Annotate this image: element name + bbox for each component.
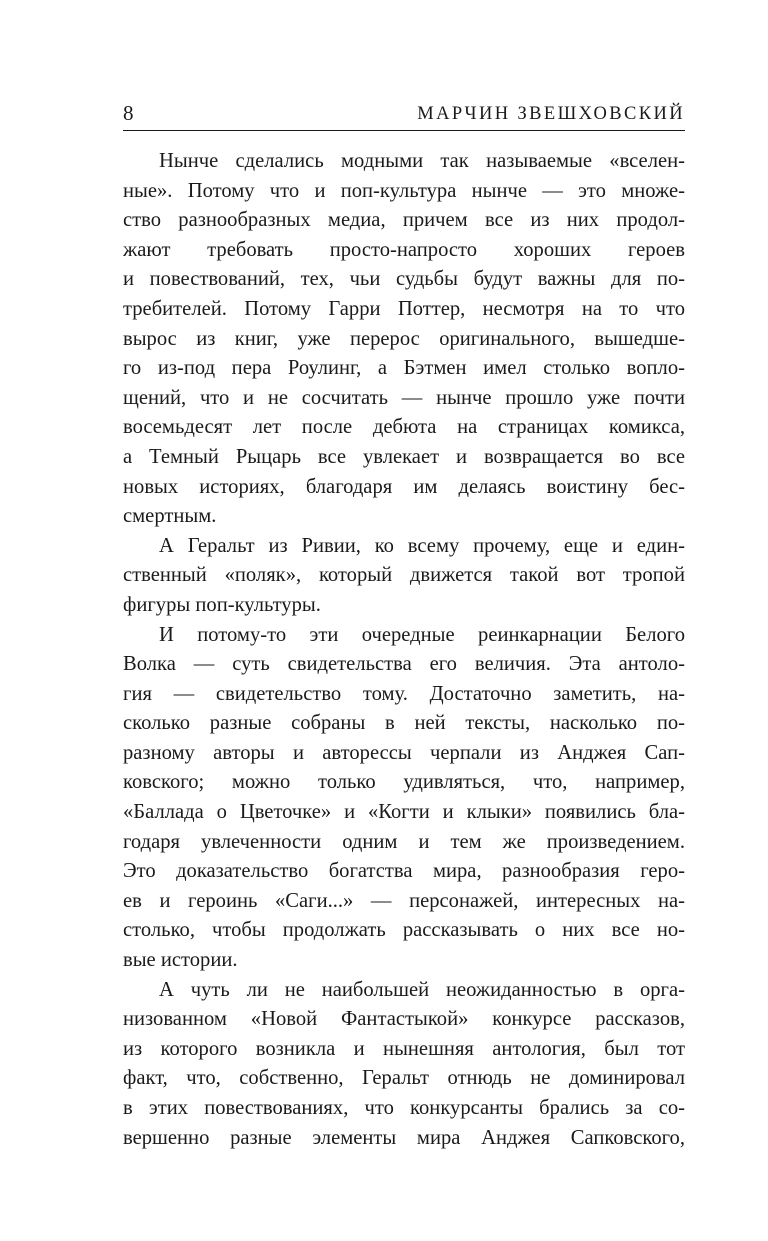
text-line: щений, что и не сосчитать — нынче прошло уже почти [123,386,685,409]
text-line: фигуры поп-культуры. [123,593,321,616]
text-line: вырос из книг, уже перерос оригинального, вышедше- [123,327,685,350]
text-line: в этих повествованиях, что конкурсанты брались за со- [123,1097,685,1119]
text-line: столько, чтобы продолжать рассказывать о них все но- [123,919,685,942]
text-line: из которого возникла и нынешняя антология, был тот [123,1037,685,1060]
text-line: новых историях, благодаря им делаясь воистину бес- [123,475,685,498]
text-line: А чуть ли не наибольшей неожиданностью в орга- [159,978,685,1001]
paragraph [123,976,685,1154]
paragraph [123,532,685,621]
text-line: ные». Потому что и поп-культура нынче — это множе- [123,179,685,202]
text-line: смертным. [123,505,217,528]
text-line: А Геральт из Ривии, ко всему прочему, еще и един- [159,534,685,557]
text-line: низованном «Новой Фантастыкой» конкурсе рассказов, [123,1008,685,1031]
body-text [123,147,685,1153]
text-line: ковского; можно только удивляться, что, например, [123,771,685,794]
running-header-author: МАРЧИН ЗВЕШХОВСКИЙ [417,104,685,124]
text-line: факт, что, собственно, Геральт отнюдь не доминировал [123,1067,685,1090]
running-header [123,98,685,131]
text-line: годаря увлеченности одним и тем же произведением. [123,830,685,853]
text-line: го из-под пера Роулинг, а Бэтмен имел столько вопло- [123,357,685,380]
paragraph [123,621,685,976]
text-line: Волка — суть свидетельства его величия. Эта антоло- [123,653,685,676]
text-line: ев и героинь «Саги...» — персонажей, интересных на- [123,889,685,912]
text-line: вершенно разные элементы мира Анджея Сапковского, [123,1126,685,1149]
text-line: Это доказательство богатства мира, разнообразия геро- [123,860,685,883]
text-line: разному авторы и авторессы черпали из Анджея Сап- [123,741,685,764]
text-line: ство разнообразных медиа, причем все из них продол- [123,209,685,232]
text-line: восемьдесят лет после дебюта на страницах комикса, [123,416,685,439]
text-line: Нынче сделались модными так называемые «вселен- [159,150,685,172]
page-number: 8 [123,101,134,125]
text-line: вые истории. [123,949,238,972]
paragraph [123,147,685,532]
text-line: требителей. Потому Гарри Поттер, несмотря на то что [123,297,685,320]
text-line: а Темный Рыцарь все увлекает и возвращается во все [123,445,685,468]
text-line: И потому-то эти очередные реинкарнации Белого [159,623,685,646]
text-line: и повествований, тех, чьи судьбы будут важны для по- [123,268,685,291]
text-line: гия — свидетельство тому. Достаточно заметить, на- [123,682,685,705]
text-line: жают требовать просто-напросто хороших героев [123,238,685,261]
text-line: сколько разные собраны в ней тексты, насколько по- [123,712,685,735]
text-line: «Баллада о Цветочке» и «Когти и клыки» появились бла- [123,801,685,824]
text-line: ственный «поляк», который движется такой вот тропой [123,564,685,587]
